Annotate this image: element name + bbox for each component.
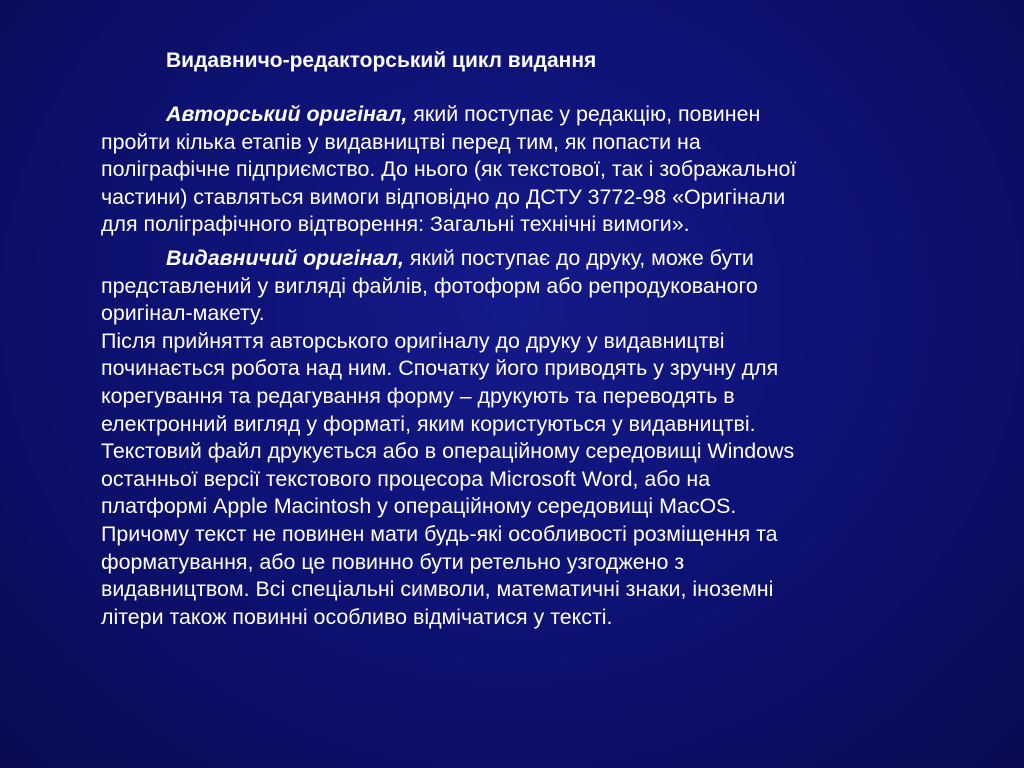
text-line: для поліграфічного відтворення: Загальні технічні вимоги». [101, 212, 690, 237]
text-line: форматування, або це повинно бути ретельно узгоджено з [101, 549, 685, 574]
paragraph-publishing-original [101, 245, 941, 631]
text-line: починається робота над ним. Спочатку його приводять у зручну для [101, 356, 779, 381]
text-line: який поступає до друку, може бути [403, 245, 754, 270]
slide-title: Видавничо-редакторський цикл видання [166, 49, 597, 72]
text-line: який поступає у редакцію, повинен [407, 102, 761, 126]
text-line: пройти кілька етапів у видавництві перед тим, як попасти на [101, 129, 701, 154]
text-line: Після прийняття авторського оригіналу до друку у видавництві [101, 328, 725, 353]
text-line: видавництвом. Всі спеціальні символи, математичні знаки, іноземні [101, 577, 774, 602]
text-line: частини) ставляться вимоги відповідно до ДСТУ 3772-98 «Оригінали [101, 184, 786, 209]
text-line: літери також повинні особливо відмічатися у тексті. [101, 604, 613, 629]
text-line: Текстовий файл друкується або в операційному середовищі Windows [101, 439, 795, 464]
paragraph-author-original [101, 101, 941, 239]
text-line: корегування та редагування форму – друкують та переводять в [101, 383, 735, 408]
text-line: електронний вигляд у форматі, яким користуються у видавництві. [101, 411, 756, 436]
term-publishing-original: Видавничий оригінал, [166, 245, 404, 270]
text-line: поліграфічне підприємство. До нього (як текстової, так і зображальної [101, 157, 797, 182]
text-line: оригінал-макету. [101, 301, 265, 326]
term-author-original: Авторський оригінал, [166, 102, 408, 126]
text-line: Причому текст не повинен мати будь-які особливості розміщення та [101, 521, 778, 546]
text-line: представлений у вигляді файлів, фотоформ або репродукованого [101, 273, 758, 298]
slide-content [101, 46, 941, 631]
text-line: платформі Apple Macintosh у операційному середовищі MacOS. [101, 494, 737, 519]
text-line: останньої версії текстового процесора Microsoft Word, або на [101, 466, 711, 491]
